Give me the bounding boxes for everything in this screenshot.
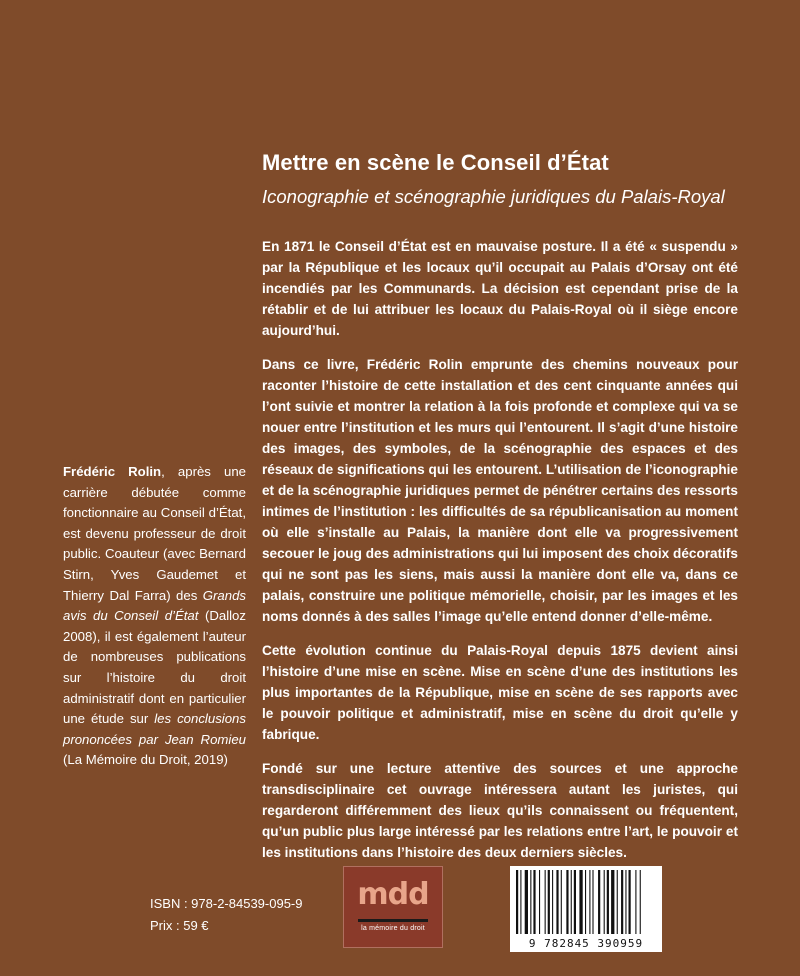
barcode-bar [579, 870, 582, 934]
barcode-bar [640, 870, 641, 934]
barcode-bar [539, 870, 540, 934]
barcode-bar [625, 870, 626, 934]
summary-paragraph: Fondé sur une lecture attentive des sources et une approche transdisciplinaire cet ouvrage intéressera autant les juristes, qui regarderont différemment des lieux qu’ils connaissent ou fréquentent, qu’un public plus large intéressé par les relations entre l’art, le pouvoir et les institutions dans l’histoire des deux derniers siècles. [262, 761, 738, 860]
barcode-bar [635, 870, 636, 934]
barcode-bar [525, 870, 528, 934]
book-summary [262, 236, 738, 876]
barcode-bar [611, 870, 614, 934]
summary-paragraph: Dans ce livre, Frédéric Rolin emprunte des chemins nouveaux pour raconter l’histoire de cette installation et des cent cinquante années qui l’ont suivie et montrer la relation à la fois profonde et complexe qui va se nouer entre l’institution et les murs qui l’entourent. Il s’agit d’une histoire des images, des symboles, de la scénographie des espaces et des réseaux de significations qui les entourent. L’utilisation de l’iconographie et de la scénographie juridiques permet de pénétrer certains des ressorts intimes de l’institution : les difficultés de sa républicanisation au moment où elle s’installe au Palais, la manière dont elle va progressivement secouer le joug des administrations qui lui imposent des choix décoratifs qui ne sont pas les siens, mais aussi la manière dont elle va, dans ce palais, construire une politique mémorielle, choisir, par les images et les noms donnés à des salles l’image qu’elle entend donner d’elle-même. [262, 357, 738, 624]
barcode-bar [592, 870, 593, 934]
barcode-bar [617, 870, 618, 934]
barcode-bar [533, 870, 535, 934]
publisher-logo [343, 866, 443, 948]
bio-text: (La Mémoire du Droit, 2019) [63, 752, 228, 768]
barcode-bar [566, 870, 568, 934]
barcode-bar [520, 870, 521, 934]
barcode-bar [621, 870, 623, 934]
logo-divider [358, 919, 428, 922]
barcode-bar [530, 870, 531, 934]
barcode-digits: 9 782845 390959 [528, 937, 644, 950]
barcode-bar [629, 870, 631, 934]
publisher-name: la mémoire du droit [361, 925, 425, 932]
isbn-label: ISBN : 978-2-84539-095-9 [150, 896, 303, 911]
barcode-bar [604, 870, 605, 934]
book-title: Mettre en scène le Conseil d’État [262, 150, 609, 175]
barcode-bar [585, 870, 586, 934]
author-bio [63, 462, 246, 771]
barcode-bar [571, 870, 572, 934]
barcode-bar [598, 870, 600, 934]
barcode-bars [516, 870, 656, 934]
bio-work-title: Grands avis du Conseil d’État [63, 587, 246, 624]
summary-paragraph: Cette évolution continue du Palais-Royal depuis 1875 devient ainsi l’histoire d’une mise en scène. Mise en scène d’une des institutions les plus importantes de la République, mise en scène de ses rapports avec le pouvoir politique et administratif, mise en scène du droit qu’elle y fabrique. [262, 643, 738, 742]
barcode-bar [574, 870, 576, 934]
barcode-bar [548, 870, 550, 934]
barcode-bar [516, 870, 518, 934]
author-name: Frédéric Rolin [63, 464, 162, 479]
barcode-bar [589, 870, 590, 934]
summary-paragraph: En 1871 le Conseil d’État est en mauvaise posture. Il a été « suspendu » par la République et les locaux qu’il occupait au Palais d’Orsay ont été incendiés par les Communards. La décision est cependant prise de la rétablir et de lui attribuer les locaux du Palais-Royal où il siège encore aujourd’hui. [262, 239, 738, 338]
barcode-bar [561, 870, 562, 934]
price-label: Prix : 59 € [150, 918, 209, 933]
barcode-bar [545, 870, 546, 934]
bio-work-title: les conclusions prononcées par Jean Romieu [63, 711, 246, 747]
book-subtitle: Iconographie et scénographie juridiques du Palais-Royal [262, 186, 725, 207]
barcode-bar [552, 870, 553, 934]
bio-text: (Dalloz 2008), il est également l’auteur de nombreuses publications sur l’histoire du droit administratif dont en particulier une étude sur [63, 608, 246, 727]
bio-text: , après une carrière débutée comme fonctionnaire au Conseil d’État, est devenu professeur de droit public. Coauteur (avec Bernard Stirn, Yves Gaudemet et Thierry Dal Farra) des [63, 464, 247, 603]
publisher-logo-mark: mdd [357, 877, 429, 912]
barcode [510, 866, 662, 952]
barcode-bar [556, 870, 558, 934]
barcode-bar [607, 870, 609, 934]
